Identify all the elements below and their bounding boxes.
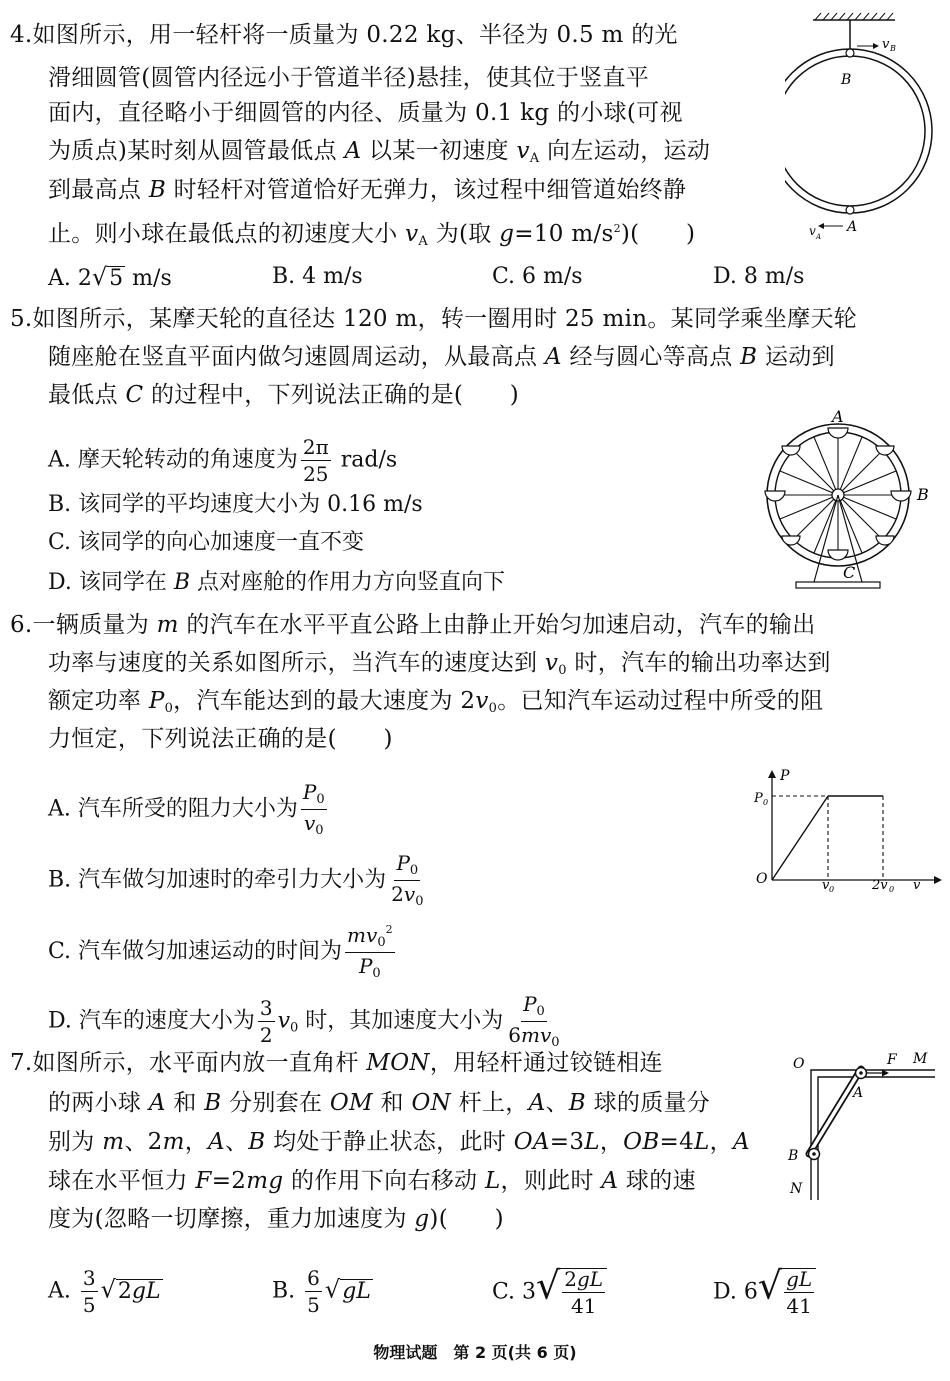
q5-ferris-wheel-figure bbox=[760, 400, 950, 600]
label-a: A bbox=[847, 219, 858, 235]
power-ramp bbox=[772, 796, 828, 880]
q6-option-b[interactable]: B. 汽车做匀加速时的牵引力大小为 $\frac{P_0}{2v_0}$ bbox=[48, 851, 424, 909]
q7-line-1: 7.如图所示，水平面内放一直角杆 MON，用轻杆通过铰链相连 bbox=[10, 1050, 663, 1076]
q6-line-2: 功率与速度的关系如图所示，当汽车的速度达到 $v_0$ 时，汽车的输出功率达到 bbox=[48, 650, 831, 678]
ball-a bbox=[846, 206, 854, 214]
q6-option-a[interactable]: A. 汽车所受的阻力大小为 $\frac{P_0}{v_0}$ bbox=[48, 780, 325, 838]
q4-line-3: 面内，直径略小于细圆管的内径、质量为 0.1 kg 的小球(可视 bbox=[48, 100, 683, 126]
label-2v0: 2v bbox=[872, 878, 888, 893]
q5-line-2: 随座舱在竖直平面内做匀速圆周运动，从最高点 A 经与圆心等高点 B 运动到 bbox=[48, 344, 835, 370]
svg-text:0: 0 bbox=[763, 798, 769, 807]
label-c: C bbox=[843, 563, 856, 582]
label-vb: v bbox=[882, 37, 890, 52]
q4-line-1: 4.如图所示，用一轻杆将一质量为 0.22 kg、半径为 0.5 m 的光 bbox=[10, 22, 678, 48]
label-b: B bbox=[841, 72, 852, 88]
svg-text:0: 0 bbox=[889, 885, 895, 894]
q7-line-5: 度为(忽略一切摩擦，重力加速度为 g)( ) bbox=[48, 1206, 504, 1232]
q7-line-4: 球在水平恒力 F=2mg 的作用下向右移动 L，则此时 A 球的速 bbox=[48, 1168, 696, 1194]
q7-option-a[interactable]: A. $\frac{3}{5}$ √2gL bbox=[48, 1266, 161, 1317]
q6-option-c[interactable]: C. 汽车做匀加速运动的时间为 $\frac{mv_0^2}{P_0}$ bbox=[48, 923, 393, 981]
label-a: A bbox=[853, 1085, 864, 1101]
page-footer: 物理试题 第 2 页(共 6 页) bbox=[373, 1343, 577, 1362]
q5-line-3: 最低点 C 的过程中，下列说法正确的是( ) bbox=[48, 382, 520, 408]
ball-b bbox=[846, 49, 854, 57]
label-o: O bbox=[793, 1056, 805, 1072]
q4-ring-figure bbox=[785, 10, 950, 245]
q6-line-3: 额定功率 $P_0$，汽车能达到的最大速度为 $2v_0$。已知汽车运动过程中所受的阻 bbox=[48, 688, 824, 716]
q7-option-d[interactable]: D. 6√ $\frac{gL}{41}$ bbox=[713, 1268, 816, 1316]
q7-option-b[interactable]: B. $\frac{6}{5}$ √gL bbox=[272, 1266, 371, 1317]
label-p0: P bbox=[754, 791, 763, 806]
label-m: M bbox=[913, 1051, 928, 1067]
q4-line-6: 止。则小球在最低点的初速度大小 $v_A$ 为(取 g=10 $m/s^2$)( ) bbox=[48, 221, 696, 249]
label-o: O bbox=[756, 871, 768, 887]
q7-option-c[interactable]: C. 3√ $\frac{2gL}{41}$ bbox=[492, 1268, 607, 1316]
q6-line-1: 6.一辆质量为 m 的汽车在水平平直公路上由静止开始匀加速启动，汽车的输出 bbox=[10, 612, 816, 638]
q4-line-2: 滑细圆管(圆管内径远小于管道半径)悬挂，使其位于竖直平 bbox=[48, 65, 650, 91]
label-f: F bbox=[887, 1052, 897, 1068]
svg-text:B: B bbox=[890, 44, 896, 53]
q5-option-a[interactable]: A. 摩天轮转动的角速度为 $\frac{2\pi}{25}$ rad/s bbox=[48, 435, 398, 486]
svg-text:0: 0 bbox=[829, 885, 835, 894]
q7-line-3: 别为 m、2m，A、B 均处于静止状态，此时 OA=3L，OB=4L，A bbox=[48, 1129, 750, 1155]
label-a: A bbox=[832, 407, 844, 426]
label-n: N bbox=[790, 1181, 803, 1197]
svg-text:A: A bbox=[816, 233, 822, 241]
ring-outer bbox=[785, 49, 932, 213]
q4-option-b[interactable]: B. 4 m/s bbox=[272, 264, 363, 289]
q4-option-c[interactable]: C. 6 m/s bbox=[492, 264, 583, 289]
label-va: v bbox=[809, 224, 816, 238]
q4-line-4: 为质点)某时刻从圆管最低点 A 以某一初速度 $v_A$ 向左运动，运动 bbox=[48, 138, 711, 166]
q7-line-2: 的两小球 A 和 B 分别套在 OM 和 ON 杆上，A、B 球的质量分 bbox=[48, 1090, 711, 1116]
q6-option-d[interactable]: D. 汽车的速度大小为 $\frac{3}{2}$ $v_0$ 时，其加速度大小为 $\frac{P_0}{6mv_0}$ bbox=[48, 992, 560, 1050]
q4-option-a[interactable]: A. 2√5 m/s bbox=[48, 263, 172, 291]
label-v: v bbox=[913, 878, 921, 893]
q6-power-velocity-graph bbox=[750, 762, 945, 897]
q4-option-d[interactable]: D. 8 m/s bbox=[713, 264, 805, 289]
ring-inner bbox=[785, 56, 925, 206]
label-p: P bbox=[780, 768, 790, 784]
q5-option-b[interactable]: B. 该同学的平均速度大小为 0.16 m/s bbox=[48, 492, 423, 517]
q6-line-4: 力恒定，下列说法正确的是( ) bbox=[48, 726, 393, 752]
q7-right-angle-rod-figure bbox=[785, 1045, 945, 1205]
q5-option-c[interactable]: C. 该同学的向心加速度一直不变 bbox=[48, 530, 365, 555]
label-b: B bbox=[917, 485, 929, 504]
label-v0: v bbox=[822, 878, 830, 893]
q4-line-5: 到最高点 B 时轻杆对管道恰好无弹力，该过程中细管道始终静 bbox=[48, 177, 687, 203]
label-b: B bbox=[788, 1148, 799, 1164]
q5-line-1: 5.如图所示，某摩天轮的直径达 120 m，转一圈用时 25 min。某同学乘坐摩天轮 bbox=[10, 306, 858, 332]
q5-option-d[interactable]: D. 该同学在 B 点对座舱的作用力方向竖直向下 bbox=[48, 570, 506, 595]
